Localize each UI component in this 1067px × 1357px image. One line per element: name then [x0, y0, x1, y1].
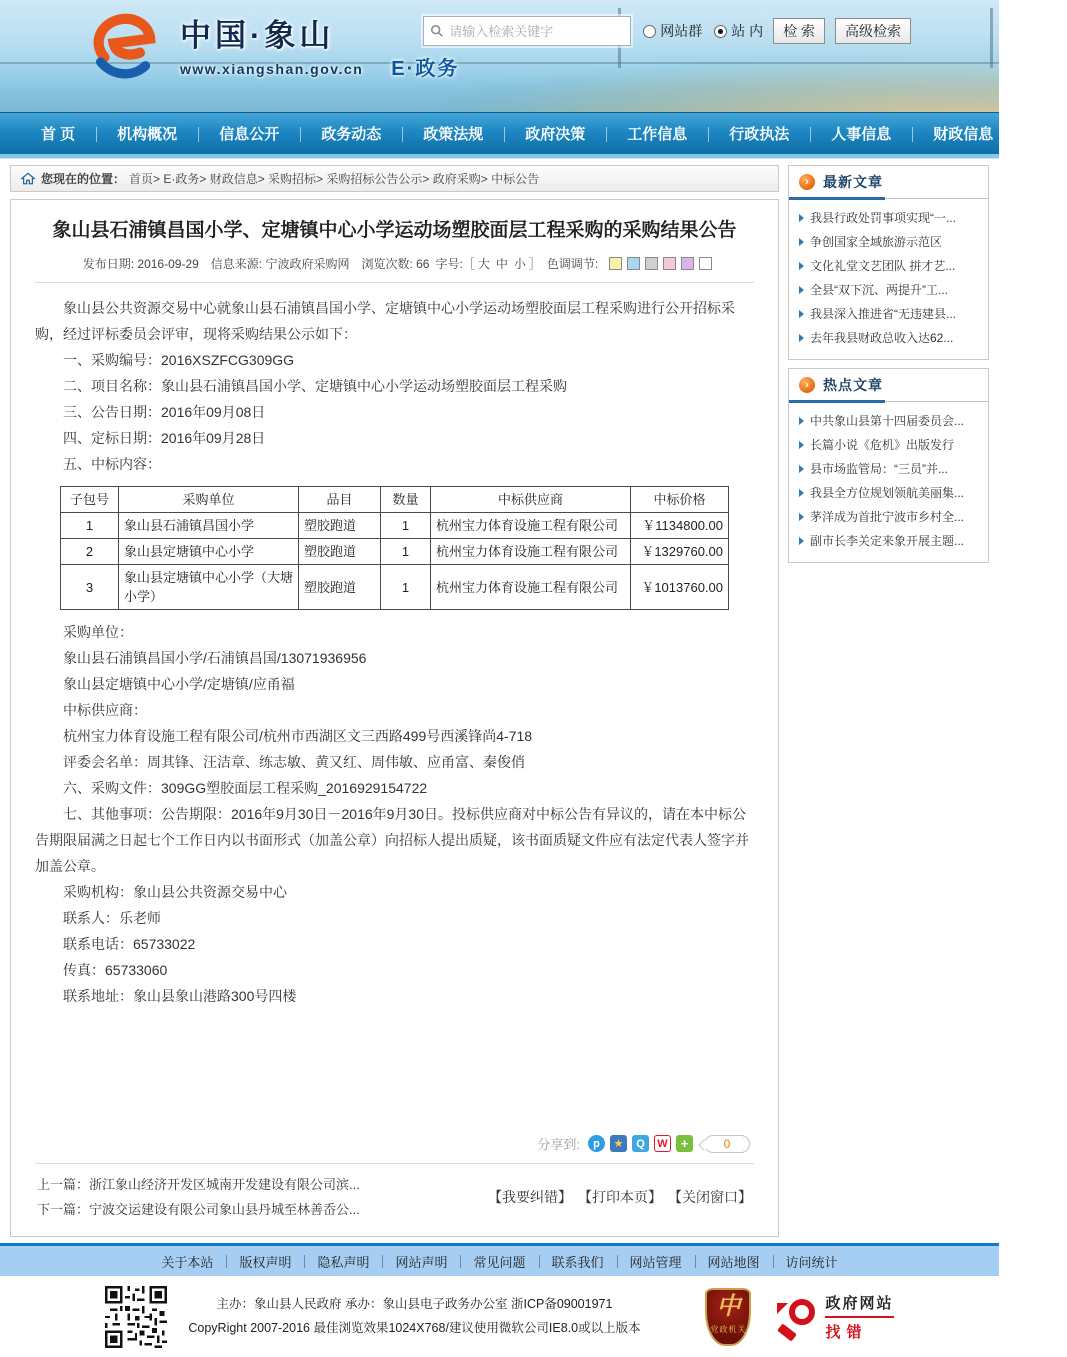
page-content — [0, 159, 999, 1243]
bullet-arrow-icon — [799, 310, 804, 318]
share-tencent-weibo-icon[interactable]: p — [588, 1135, 605, 1152]
prev-next-section — [35, 1163, 754, 1226]
article-actions — [482, 1187, 752, 1207]
insite-radio-label: 站 内 — [731, 23, 764, 39]
table-header: 中标价格 — [631, 487, 729, 513]
share-row — [35, 1130, 754, 1163]
table-cell: 1 — [381, 565, 431, 610]
footer-main — [0, 1276, 999, 1357]
gov-logo-sub: 找错 — [825, 1323, 868, 1341]
magnifier-icon — [777, 1297, 815, 1337]
table-cell: 杭州宝力体育设施工程有限公司 — [431, 565, 631, 610]
arrow-badge-icon: › — [799, 377, 815, 393]
article-bottom — [35, 1130, 754, 1226]
article-paragraph: 联系电话：65733022 — [63, 936, 196, 953]
share-qq-icon[interactable]: Q — [632, 1135, 649, 1152]
sitegroup-radio[interactable] — [643, 21, 702, 41]
article-paragraph: 一、采购编号：2016XSZFCG309GG — [63, 352, 295, 369]
latest-articles-title: 最新文章 — [823, 174, 883, 190]
list-item[interactable]: 长篇小说《危机》出版发行 — [799, 433, 980, 457]
bullet-arrow-icon — [799, 465, 804, 473]
tone-swatch-pink[interactable] — [663, 257, 676, 270]
site-name: 中国·象山 — [180, 18, 335, 53]
footer-link-contact[interactable]: 联系我们 — [539, 1252, 617, 1271]
list-item[interactable]: 县市场监管局：“三员”并... — [799, 457, 980, 481]
footer-links-bar — [0, 1243, 999, 1276]
nav-item-gov-news[interactable]: 政务动态 — [300, 123, 402, 144]
share-label: 分享到: — [537, 1137, 580, 1152]
bullet-arrow-icon — [799, 441, 804, 449]
article-paragraph: 采购机构：象山县公共资源交易中心 — [63, 884, 287, 901]
table-cell: 1 — [381, 539, 431, 565]
tone-swatch-yellow[interactable] — [609, 257, 622, 270]
gov-logo-title: 政府网站 — [825, 1292, 893, 1318]
bullet-arrow-icon — [799, 214, 804, 222]
share-qzone-icon[interactable]: ★ — [610, 1135, 627, 1152]
latest-articles-header — [789, 166, 988, 199]
site-logo[interactable] — [82, 10, 459, 86]
table-cell: 塑胶跑道 — [299, 513, 381, 539]
table-header: 采购单位 — [119, 487, 299, 513]
article-paragraph: 三、公告日期：2016年09月08日 — [63, 404, 266, 421]
list-item[interactable]: 我县深入推进省“无违建县... — [799, 302, 980, 326]
list-item[interactable]: 全县“双下沉、两提升”工... — [799, 278, 980, 302]
table-cell: 象山县石浦镇昌国小学 — [119, 513, 299, 539]
latest-articles-list — [789, 199, 988, 359]
nav-item-decisions[interactable]: 政府决策 — [504, 123, 606, 144]
insite-radio-circle[interactable] — [714, 25, 727, 38]
footer-link-privacy[interactable]: 隐私声明 — [304, 1252, 382, 1271]
article-paragraph: 评委会名单：周其锋、汪洁章、练志敏、黄又红、周伟敏、应甬富、秦俊俏 — [63, 754, 525, 771]
table-cell: 杭州宝力体育设施工程有限公司 — [431, 513, 631, 539]
breadcrumb-label: 您现在的位置： — [41, 172, 126, 186]
table-cell: ￥1134800.00 — [631, 513, 729, 539]
fontsize-label: 字号:［ — [435, 257, 475, 272]
site-logo-text — [180, 10, 363, 77]
search-box — [423, 16, 631, 46]
footer-link-faq[interactable]: 常见问题 — [460, 1252, 538, 1271]
info-source: 信息来源: 宁波政府采购网 — [210, 257, 350, 272]
share-more-icon[interactable]: + — [676, 1135, 693, 1152]
table-cell: 3 — [61, 565, 119, 610]
table-row — [61, 565, 729, 610]
footer-link-admin[interactable]: 网站管理 — [617, 1252, 695, 1271]
article-body — [35, 295, 754, 1009]
table-cell: ￥1329760.00 — [631, 539, 729, 565]
hot-articles-box — [788, 368, 989, 563]
article-title: 象山县石浦镇昌国小学、定塘镇中心小学运动场塑胶面层工程采购的采购结果公告 — [52, 220, 737, 241]
footer-link-copyright[interactable]: 版权声明 — [226, 1252, 304, 1271]
footer-link-about[interactable]: 关于本站 — [161, 1254, 214, 1270]
view-count: 浏览次数: 66 — [361, 257, 430, 272]
report-error-link[interactable]: 【我要纠错】 — [488, 1189, 572, 1205]
article-paragraph: 五、中标内容： — [63, 456, 161, 473]
table-header: 子包号 — [61, 487, 119, 513]
list-item[interactable]: 副市长李关定来象开展主题... — [799, 529, 980, 553]
tone-swatch-blue[interactable] — [627, 257, 640, 270]
sitegroup-radio-label: 网站群 — [660, 23, 703, 39]
site-header — [0, 0, 999, 112]
badge-label: 党政机关 — [710, 1324, 747, 1334]
article-paragraph: 象山县公共资源交易中心就象山县石浦镇昌国小学、定塘镇中心小学运动场塑胶面层工程采购进行公开招标采购，经过评标委员会评审，现将采购结果公示如下： — [35, 300, 735, 343]
nav-item-info-disclosure[interactable]: 信息公开 — [198, 123, 300, 144]
table-cell: 1 — [61, 513, 119, 539]
bullet-arrow-icon — [799, 286, 804, 294]
article-paragraph: 七、其他事项：公告期限：2016年9月30日－2016年9月30日。投标供应商对中标公告有异议的，请在本中标公告期限届满之日起七个工作日内以书面形式（加盖公章）向招标人提出质疑，该书面质疑文件应有法定代表人签字并加盖公章。 — [35, 806, 749, 875]
table-cell: 2 — [61, 539, 119, 565]
nav-item-enforcement[interactable]: 行政执法 — [708, 123, 810, 144]
article-paragraph: 象山县定塘镇中心小学/定塘镇/应甬福 — [63, 676, 295, 693]
main-column — [10, 165, 779, 1237]
badge-emblem: 中 — [716, 1292, 741, 1320]
bid-result-table — [60, 486, 729, 610]
breadcrumb-home-icon — [21, 172, 35, 185]
table-row — [61, 539, 729, 565]
bullet-arrow-icon — [799, 489, 804, 497]
article-paragraph: 联系地址：象山县象山港路300号四楼 — [63, 988, 297, 1005]
latest-articles-box — [788, 165, 989, 360]
table-header: 数量 — [381, 487, 431, 513]
main-nav — [0, 94, 1060, 175]
bullet-arrow-icon — [799, 417, 804, 425]
footer-text — [183, 1293, 645, 1339]
hot-articles-header — [789, 369, 988, 402]
article-paragraph: 四、定标日期：2016年09月28日 — [63, 430, 266, 447]
footer-link-statement[interactable]: 网站声明 — [382, 1252, 460, 1271]
bullet-arrow-icon — [799, 238, 804, 246]
footer-line-host: 主办：象山县人民政府 承办：象山县电子政务办公室 浙ICP备09001971 — [216, 1297, 613, 1312]
breadcrumb — [10, 165, 779, 192]
table-cell: 1 — [381, 513, 431, 539]
list-item[interactable]: 去年我县财政总收入达62... — [799, 326, 980, 350]
search-input[interactable] — [449, 24, 624, 39]
share-count-bubble[interactable]: 0 — [704, 1135, 750, 1153]
header-decoration — [990, 8, 993, 68]
arrow-badge-icon: › — [799, 174, 815, 190]
article-paragraph: 杭州宝力体育设施工程有限公司/杭州市西湖区文三西路499号西溪锋尚4-718 — [63, 728, 533, 745]
bullet-arrow-icon — [799, 262, 804, 270]
print-page-link[interactable]: 【打印本页】 — [578, 1189, 662, 1205]
list-item[interactable]: 争创国家全域旅游示范区 — [799, 230, 980, 254]
search-area — [423, 16, 911, 46]
bullet-arrow-icon — [799, 537, 804, 545]
publish-date: 发布日期: 2016-09-29 — [82, 257, 199, 272]
nav-item-policies[interactable]: 政策法规 — [402, 123, 504, 144]
prev-next-links — [37, 1172, 482, 1222]
prev-article-link[interactable]: 上一篇：浙江象山经济开发区城南开发建设有限公司滨... — [37, 1177, 360, 1192]
nav-item-work-info[interactable]: 工作信息 — [606, 123, 708, 144]
tone-swatch-gray[interactable] — [645, 257, 658, 270]
gov-logo-text — [825, 1292, 893, 1342]
table-cell: 塑胶跑道 — [299, 565, 381, 610]
search-button[interactable]: 检 索 — [773, 18, 825, 44]
article-meta — [35, 255, 754, 272]
bullet-arrow-icon — [799, 513, 804, 521]
table-cell: 象山县定塘镇中心小学（大塘小学） — [119, 565, 299, 610]
table-cell: 杭州宝力体育设施工程有限公司 — [431, 539, 631, 565]
list-item[interactable]: 文化礼堂文艺团队 拼才艺... — [799, 254, 980, 278]
footer-link-sitemap[interactable]: 网站地图 — [695, 1252, 773, 1271]
close-window-link[interactable]: 【关闭窗口】 — [668, 1189, 752, 1205]
nav-item-organization[interactable]: 机构概况 — [96, 123, 198, 144]
article-paragraph: 传真：65733060 — [63, 962, 168, 979]
table-header-row — [61, 487, 729, 513]
article-paragraph: 二、项目名称：象山县石浦镇昌国小学、定塘镇中心小学运动场塑胶面层工程采购 — [63, 378, 567, 395]
article-paragraph: 联系人：乐老师 — [63, 910, 161, 927]
search-icon — [430, 24, 444, 38]
back-to-main-site[interactable]: 返回主站 — [1014, 92, 1067, 176]
next-article-link[interactable]: 下一篇：宁波交运建设有限公司象山县丹城至林善岙公... — [37, 1202, 360, 1217]
table-cell: ￥1013760.00 — [631, 565, 729, 610]
site-url: www.xiangshan.gov.cn — [180, 61, 364, 77]
home-icon — [1014, 124, 1036, 143]
nav-item-home[interactable]: 首 页 — [41, 126, 76, 143]
gov-site-error-report[interactable] — [777, 1292, 893, 1342]
qr-code — [105, 1286, 167, 1348]
list-item[interactable]: 茅洋成为首批宁波市乡村全... — [799, 505, 980, 529]
fontsize-small-link[interactable]: 小 — [513, 257, 526, 272]
list-item[interactable]: 中共象山县第十四届委员会... — [799, 409, 980, 433]
nav-item-personnel[interactable]: 人事信息 — [810, 123, 912, 144]
fontsize-label-close: ］ — [528, 257, 541, 272]
site-section-label: E·政务 — [391, 58, 460, 80]
article-panel — [10, 199, 779, 1237]
table-header: 品目 — [299, 487, 381, 513]
party-gov-badge[interactable] — [705, 1288, 751, 1346]
article-paragraph: 六、采购文件：309GG塑胶面层工程采购_2016929154722 — [63, 780, 428, 797]
footer-line-copyright: CopyRight 2007-2016 最佳浏览效果1024X768/建议使用微软公司IE8.0或以上版本 — [188, 1320, 641, 1335]
table-row — [61, 513, 729, 539]
hot-articles-list — [789, 402, 988, 562]
footer-link-stats[interactable]: 访问统计 — [773, 1252, 851, 1271]
list-item[interactable]: 我县全方位规划领航美丽集... — [799, 481, 980, 505]
sitegroup-radio-circle[interactable] — [643, 25, 656, 38]
advanced-search-button[interactable]: 高级检索 — [835, 18, 911, 44]
table-cell: 象山县定塘镇中心小学 — [119, 539, 299, 565]
share-sina-weibo-icon[interactable]: W — [654, 1135, 671, 1152]
sidebar — [788, 165, 989, 571]
breadcrumb-path[interactable]: 首页> E·政务> 财政信息> 采购招标> 采购招标公告公示> 政府采购> 中标公告 — [129, 172, 540, 186]
fontsize-large-link[interactable]: 大 — [477, 257, 490, 272]
article-paragraph: 采购单位： — [63, 624, 133, 641]
site-logo-icon — [82, 10, 166, 86]
meta-divider — [35, 282, 754, 283]
article-paragraph: 象山县石浦镇昌国小学/石浦镇昌国/13071936956 — [63, 650, 367, 667]
tone-swatch-purple[interactable] — [681, 257, 694, 270]
bullet-arrow-icon — [799, 334, 804, 342]
tone-label: 色调调节: — [546, 257, 599, 272]
tone-swatch-white[interactable] — [699, 257, 712, 270]
nav-item-finance[interactable]: 财政信息 — [912, 123, 1014, 144]
article-paragraph: 中标供应商： — [63, 702, 147, 719]
hot-articles-title: 热点文章 — [823, 377, 883, 393]
list-item[interactable]: 我县行政处罚事项实现“一... — [799, 206, 980, 230]
fontsize-medium-link[interactable]: 中 — [495, 257, 508, 272]
insite-radio[interactable] — [714, 21, 763, 41]
table-cell: 塑胶跑道 — [299, 539, 381, 565]
table-header: 中标供应商 — [431, 487, 631, 513]
